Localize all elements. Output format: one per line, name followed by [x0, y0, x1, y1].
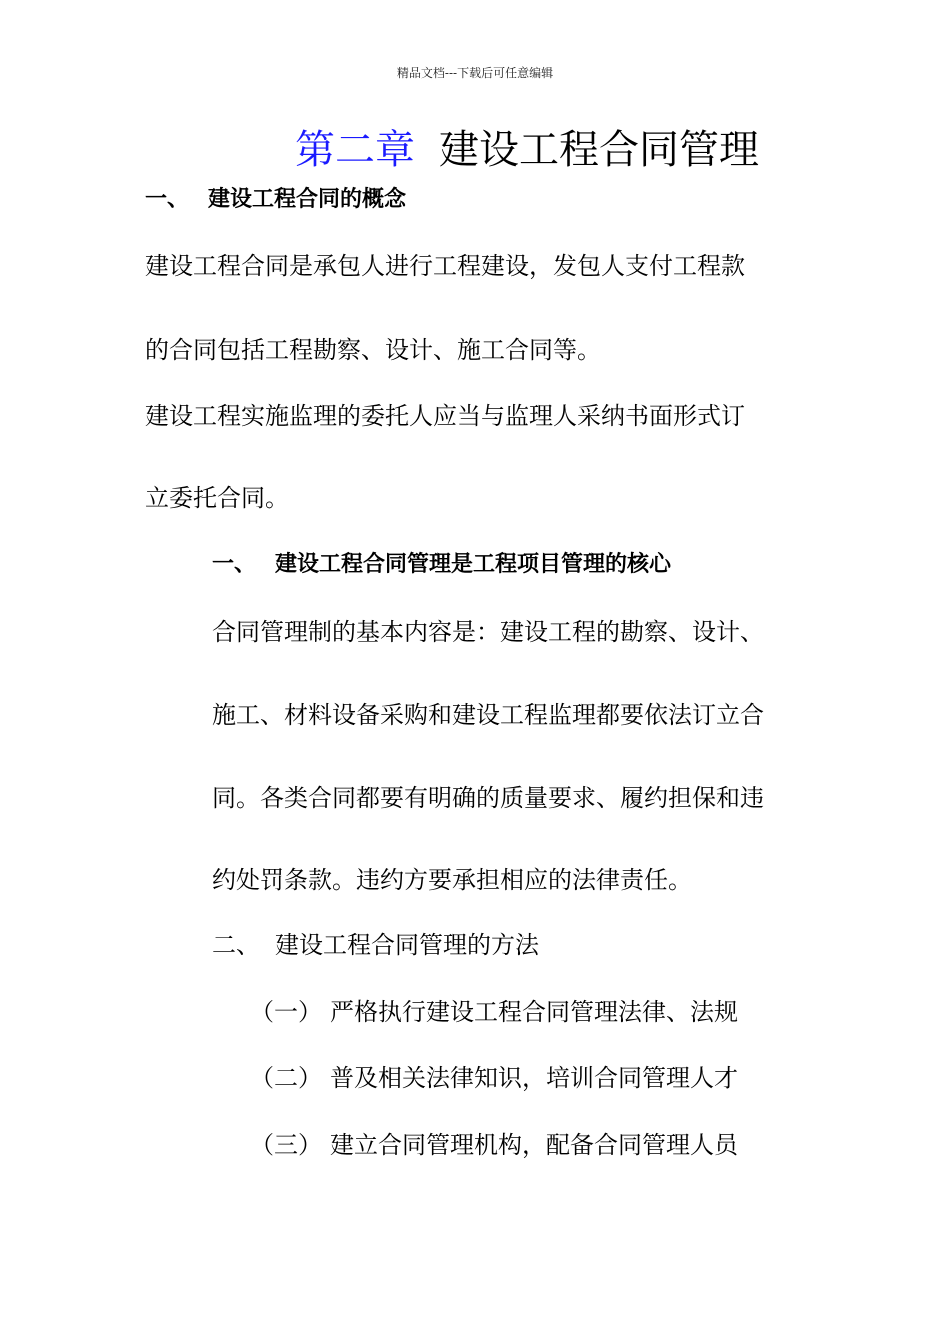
chapter-title — [295, 124, 759, 176]
section-number: 一、 — [145, 187, 190, 212]
paragraph-line: 建设工程合同是承包人进行工程建设，发包人支付工程款 — [145, 252, 745, 280]
section-number: 二、 — [212, 931, 260, 959]
list-item — [250, 1062, 738, 1094]
list-item-number: （一） — [250, 998, 322, 1026]
section-heading-1 — [145, 185, 406, 215]
section-heading-3 — [212, 929, 539, 961]
paragraph-line: 同。各类合同都要有明确的质量要求、履约担保和违 — [212, 784, 764, 812]
paragraph-line: 约处罚条款。违约方要承担相应的法律责任。 — [212, 866, 692, 894]
paragraph-line: 建设工程实施监理的委托人应当与监理人采纳书面形式订 — [145, 402, 745, 430]
chapter-title-text: 建设工程合同管理 — [439, 127, 759, 173]
section-heading-text: 建设工程合同的概念 — [208, 187, 407, 212]
chapter-number: 第二章 — [295, 127, 415, 173]
paragraph-line: 合同管理制的基本内容是：建设工程的勘察、设计、 — [212, 618, 764, 646]
page-header: 精品文档---下载后可任意编辑 — [396, 66, 554, 80]
section-heading-text: 建设工程合同管理的方法 — [275, 931, 539, 959]
list-item-text: 建立合同管理机构，配备合同管理人员 — [330, 1131, 738, 1159]
paragraph-line: 立委托合同。 — [145, 484, 289, 512]
list-item-number: （三） — [250, 1131, 322, 1159]
paragraph-line: 施工、材料设备采购和建设工程监理都要依法订立合 — [212, 701, 764, 729]
section-heading-2 — [212, 550, 671, 580]
list-item — [250, 996, 738, 1028]
list-item — [250, 1129, 738, 1161]
section-heading-text: 建设工程合同管理是工程项目管理的核心 — [275, 552, 672, 577]
list-item-text: 普及相关法律知识，培训合同管理人才 — [330, 1064, 738, 1092]
paragraph-line: 的合同包括工程勘察、设计、施工合同等。 — [145, 336, 601, 364]
section-number: 一、 — [212, 552, 257, 577]
list-item-text: 严格执行建设工程合同管理法律、法规 — [330, 998, 738, 1026]
list-item-number: （二） — [250, 1064, 322, 1092]
